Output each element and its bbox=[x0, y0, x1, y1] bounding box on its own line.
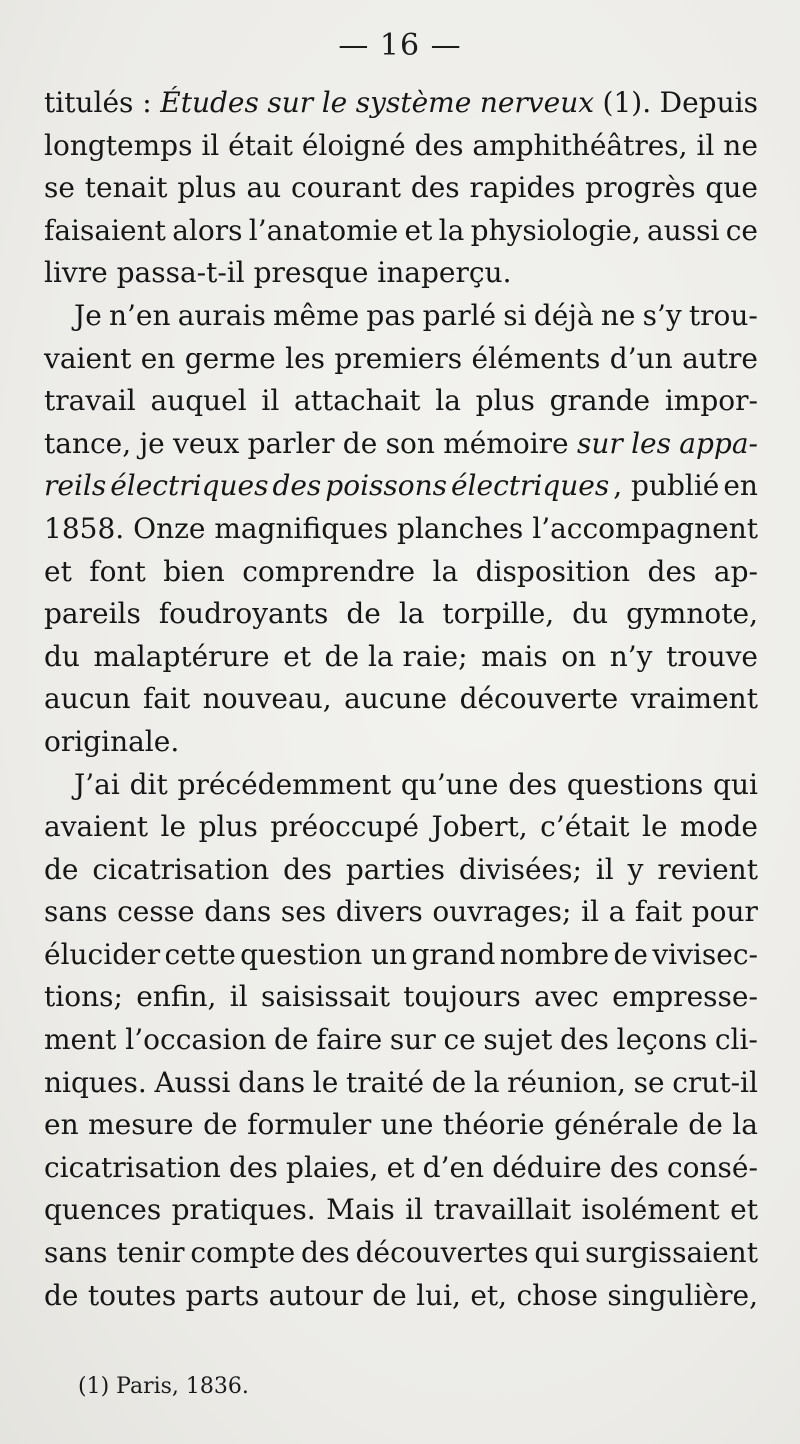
word: divisées; bbox=[458, 852, 582, 886]
word: alors bbox=[172, 213, 243, 247]
word: travaillait bbox=[433, 1193, 572, 1227]
word: du bbox=[44, 639, 80, 673]
word: déjà bbox=[533, 298, 594, 332]
word: dit bbox=[129, 767, 168, 801]
word: magnifiques bbox=[214, 511, 389, 545]
word: mesure bbox=[88, 1108, 194, 1142]
word: originale. bbox=[44, 724, 180, 758]
word: il bbox=[595, 852, 614, 886]
word: de bbox=[342, 426, 378, 460]
word: compte bbox=[190, 1236, 296, 1270]
word: ne bbox=[600, 298, 636, 332]
text-line bbox=[44, 806, 758, 849]
text-line bbox=[44, 295, 758, 338]
word: parler bbox=[247, 426, 335, 460]
word: cli- bbox=[714, 1023, 758, 1057]
word: gymnote, bbox=[626, 597, 758, 631]
word: ce bbox=[443, 1023, 476, 1057]
word: des bbox=[508, 767, 558, 801]
word: des bbox=[283, 852, 332, 886]
text-line bbox=[44, 1189, 758, 1232]
word: aucune bbox=[344, 682, 448, 716]
word: de bbox=[44, 1278, 79, 1312]
word: ap- bbox=[713, 554, 758, 588]
word: s’y bbox=[642, 298, 682, 332]
word: vraiment bbox=[630, 682, 758, 716]
word: le bbox=[321, 86, 348, 119]
word: sur bbox=[576, 426, 623, 460]
word: d’en bbox=[422, 1150, 485, 1184]
word: qui bbox=[534, 1236, 580, 1270]
word: et bbox=[283, 639, 311, 673]
word: fait bbox=[142, 682, 191, 716]
text-line bbox=[44, 210, 758, 253]
word: aucun bbox=[44, 682, 131, 716]
word: de bbox=[688, 1108, 723, 1142]
word: faire bbox=[316, 1023, 383, 1057]
word: toujours bbox=[403, 980, 521, 1014]
word: plus bbox=[198, 810, 258, 844]
word: Mais bbox=[326, 1193, 395, 1227]
word: autour bbox=[268, 1278, 363, 1312]
word: et, bbox=[470, 1278, 508, 1312]
word: et bbox=[386, 1150, 415, 1184]
word: sur bbox=[389, 1023, 436, 1057]
word: les bbox=[631, 426, 671, 460]
word: déduire bbox=[492, 1150, 602, 1184]
word: auquel bbox=[150, 384, 247, 418]
word: Aussi bbox=[154, 1065, 231, 1099]
word: parts bbox=[185, 1278, 260, 1312]
text-line bbox=[44, 167, 758, 210]
word: pas bbox=[366, 298, 416, 332]
text-line bbox=[44, 934, 758, 977]
word: tions; bbox=[44, 980, 123, 1014]
word: foudroyants bbox=[158, 597, 329, 631]
word: leçons bbox=[616, 1023, 708, 1057]
word: vivisec- bbox=[652, 937, 758, 971]
word: font bbox=[89, 554, 146, 588]
word: niques. bbox=[44, 1065, 147, 1099]
word: il bbox=[696, 128, 715, 162]
word: a bbox=[608, 895, 626, 929]
word: Onze bbox=[133, 511, 206, 545]
word: électriques bbox=[450, 469, 610, 503]
word: des bbox=[647, 554, 697, 588]
word: système bbox=[355, 86, 472, 119]
word: sujet bbox=[483, 1023, 553, 1057]
word: Je bbox=[74, 298, 102, 332]
word: et bbox=[730, 1193, 758, 1227]
text-line bbox=[44, 1232, 758, 1275]
word: courant bbox=[291, 171, 401, 205]
text-line bbox=[44, 891, 758, 934]
word: ouvrages; bbox=[432, 895, 572, 929]
word: dans bbox=[204, 895, 272, 929]
word: disposition bbox=[475, 554, 631, 588]
word: sur bbox=[267, 86, 314, 119]
word: titulés : bbox=[44, 86, 152, 119]
word: il bbox=[201, 128, 220, 162]
word: même bbox=[273, 298, 360, 332]
word: pareils bbox=[44, 597, 141, 631]
word: la bbox=[438, 213, 465, 247]
word: fait bbox=[634, 895, 683, 929]
text-line bbox=[44, 593, 758, 636]
word: Depuis bbox=[659, 86, 758, 119]
word: se bbox=[633, 1065, 665, 1099]
word: et bbox=[404, 213, 433, 247]
word: nerveux bbox=[479, 86, 595, 119]
word: ses bbox=[280, 895, 327, 929]
word: cesse bbox=[117, 895, 195, 929]
text-line bbox=[44, 1147, 758, 1190]
word: attachait bbox=[294, 384, 421, 418]
word: de bbox=[372, 1278, 407, 1312]
word: progrès bbox=[585, 171, 696, 205]
text-line bbox=[44, 678, 758, 721]
word: pratiques. bbox=[171, 1193, 316, 1227]
word: de bbox=[431, 1065, 467, 1099]
word: tance, bbox=[44, 426, 132, 460]
word: qui bbox=[713, 767, 758, 801]
word: revient bbox=[657, 852, 758, 886]
word: d’un bbox=[609, 341, 673, 375]
word: poissons bbox=[325, 469, 448, 503]
word: singulière, bbox=[607, 1278, 758, 1312]
word: toutes bbox=[87, 1278, 177, 1312]
word: en bbox=[44, 1108, 79, 1142]
word: lui, bbox=[416, 1278, 461, 1312]
word: pour bbox=[691, 895, 758, 929]
word: formuler bbox=[247, 1108, 372, 1142]
text-line bbox=[44, 338, 758, 381]
word: grande bbox=[549, 384, 651, 418]
word: l’anatomie bbox=[248, 213, 399, 247]
word: des bbox=[228, 1150, 278, 1184]
text-line bbox=[44, 508, 758, 551]
word: se bbox=[44, 171, 75, 205]
word: ce bbox=[725, 213, 758, 247]
word: n’en bbox=[108, 298, 171, 332]
word: des bbox=[272, 469, 322, 503]
word: et bbox=[44, 554, 72, 588]
text-line bbox=[44, 82, 758, 125]
word: enfin, bbox=[136, 980, 217, 1014]
word: planches bbox=[397, 511, 524, 545]
word: précédemment bbox=[177, 767, 392, 801]
text-line bbox=[44, 551, 758, 594]
word: ne bbox=[723, 128, 758, 162]
word: impor- bbox=[664, 384, 758, 418]
text-line bbox=[44, 976, 758, 1019]
word: cette bbox=[164, 937, 236, 971]
word: de bbox=[613, 937, 648, 971]
page-number: — 16 — bbox=[338, 28, 462, 63]
word: une bbox=[380, 1108, 434, 1142]
word: quences bbox=[44, 1193, 162, 1227]
word: le bbox=[312, 1065, 339, 1099]
word: y bbox=[627, 852, 644, 886]
word: question un bbox=[240, 937, 408, 971]
word: trouve bbox=[666, 639, 758, 673]
word: on bbox=[561, 639, 597, 673]
word: les bbox=[285, 341, 326, 375]
word: je bbox=[139, 426, 165, 460]
word: tenait bbox=[84, 171, 168, 205]
main-text bbox=[44, 82, 758, 1317]
word: avaient bbox=[44, 810, 149, 844]
word: 1858. bbox=[44, 511, 125, 545]
word: saisissait bbox=[260, 980, 390, 1014]
word: premiers bbox=[334, 341, 463, 375]
word: c’était bbox=[540, 810, 630, 844]
word: la bbox=[398, 597, 425, 631]
word: générale bbox=[554, 1108, 679, 1142]
word: il bbox=[261, 384, 280, 418]
word: mais bbox=[481, 639, 548, 673]
word: plus bbox=[475, 384, 535, 418]
word: mode bbox=[680, 810, 758, 844]
text-line bbox=[44, 465, 758, 508]
word: reils bbox=[44, 469, 107, 503]
word: la bbox=[432, 554, 459, 588]
word: de bbox=[346, 597, 381, 631]
word: comprendre bbox=[242, 554, 416, 588]
word: élucider bbox=[44, 937, 161, 971]
word: cicatrisation bbox=[44, 1150, 221, 1184]
word: travail bbox=[44, 384, 136, 418]
text-line bbox=[44, 721, 758, 764]
text-line bbox=[44, 849, 758, 892]
word: réunion, bbox=[507, 1065, 626, 1099]
word: isolément bbox=[581, 1193, 720, 1227]
word: longtemps bbox=[44, 128, 193, 162]
text-line bbox=[44, 125, 758, 168]
word: au bbox=[246, 171, 282, 205]
word: bien bbox=[163, 554, 225, 588]
word: avec bbox=[534, 980, 599, 1014]
word: en bbox=[140, 341, 176, 375]
text-line bbox=[44, 252, 758, 295]
word: plaies, bbox=[286, 1150, 379, 1184]
word: parlé bbox=[422, 298, 497, 332]
word: des bbox=[410, 171, 460, 205]
word: veux bbox=[173, 426, 240, 460]
word: des bbox=[609, 1150, 659, 1184]
word: Études bbox=[160, 86, 259, 119]
word: torpille, bbox=[442, 597, 555, 631]
word: il bbox=[229, 980, 248, 1014]
text-line bbox=[44, 423, 758, 466]
word: en bbox=[723, 469, 758, 503]
word: aurais bbox=[177, 298, 266, 332]
text-line bbox=[44, 380, 758, 423]
word: était bbox=[228, 128, 293, 162]
word: livre passa-t-il presque inaperçu. bbox=[44, 256, 512, 290]
word: de bbox=[274, 1023, 309, 1057]
word: théorie bbox=[442, 1108, 545, 1142]
word: amphithéâtres, bbox=[472, 128, 688, 162]
word: (1). bbox=[602, 86, 652, 119]
word: des bbox=[300, 1236, 350, 1270]
word: éléments bbox=[471, 341, 601, 375]
word: du bbox=[572, 597, 609, 631]
word: découvertes bbox=[355, 1236, 529, 1270]
word: Jobert, bbox=[431, 810, 528, 844]
word: sans tenir bbox=[44, 1236, 185, 1270]
word: plus bbox=[177, 171, 237, 205]
word: nombre bbox=[499, 937, 610, 971]
text-line bbox=[44, 1019, 758, 1062]
text-line bbox=[44, 1062, 758, 1105]
word: qu’une bbox=[400, 767, 499, 801]
word: la bbox=[473, 1065, 500, 1099]
word: de bbox=[44, 852, 79, 886]
word: le bbox=[642, 810, 668, 844]
word: le bbox=[160, 810, 187, 844]
word: crut-il bbox=[672, 1065, 758, 1099]
word: si bbox=[503, 298, 527, 332]
text-line bbox=[44, 1104, 758, 1147]
text-line bbox=[44, 1275, 758, 1318]
word: la bbox=[732, 1108, 758, 1142]
word: dans bbox=[238, 1065, 306, 1099]
word: des bbox=[414, 128, 464, 162]
word: divers bbox=[335, 895, 423, 929]
word: surgissaient bbox=[585, 1236, 758, 1270]
word: son bbox=[385, 426, 435, 460]
word: autre bbox=[682, 341, 758, 375]
word: préoccupé bbox=[270, 810, 420, 844]
word: nouveau, bbox=[202, 682, 332, 716]
word: il bbox=[405, 1193, 424, 1227]
word: il bbox=[581, 895, 599, 929]
footnote: (1) Paris, 1836. bbox=[78, 1374, 249, 1399]
text-line bbox=[44, 764, 758, 807]
word: aussi bbox=[647, 213, 720, 247]
word: des bbox=[560, 1023, 609, 1057]
word: chose bbox=[516, 1278, 598, 1312]
word: cicatrisation bbox=[92, 852, 270, 886]
word: mémoire bbox=[443, 426, 569, 460]
word: appa- bbox=[679, 426, 758, 460]
word: questions bbox=[566, 767, 704, 801]
word: rapides bbox=[469, 171, 576, 205]
word: ment l’occasion bbox=[44, 1023, 267, 1057]
word: consé- bbox=[666, 1150, 758, 1184]
word: J’ai bbox=[74, 767, 120, 801]
word: grand bbox=[411, 937, 496, 971]
word: éloigné bbox=[301, 128, 406, 162]
word: de bbox=[203, 1108, 238, 1142]
word: de la raie; bbox=[324, 639, 468, 673]
word: l’accompagnent bbox=[532, 511, 758, 545]
word: n’y bbox=[609, 639, 653, 673]
text-line bbox=[44, 636, 758, 679]
word: malaptérure bbox=[93, 639, 270, 673]
word: , publié bbox=[613, 469, 720, 503]
word: sans bbox=[44, 895, 108, 929]
word: électriques bbox=[110, 469, 269, 503]
word: parties bbox=[345, 852, 446, 886]
word: la bbox=[435, 384, 461, 418]
word: physiologie, bbox=[470, 213, 641, 247]
word: germe bbox=[184, 341, 276, 375]
word: que bbox=[705, 171, 758, 205]
word: traité bbox=[345, 1065, 425, 1099]
word: faisaient bbox=[44, 213, 166, 247]
word: découverte bbox=[459, 682, 619, 716]
word: vaient bbox=[44, 341, 132, 375]
word: trou- bbox=[688, 298, 758, 332]
word: empresse- bbox=[612, 980, 758, 1014]
